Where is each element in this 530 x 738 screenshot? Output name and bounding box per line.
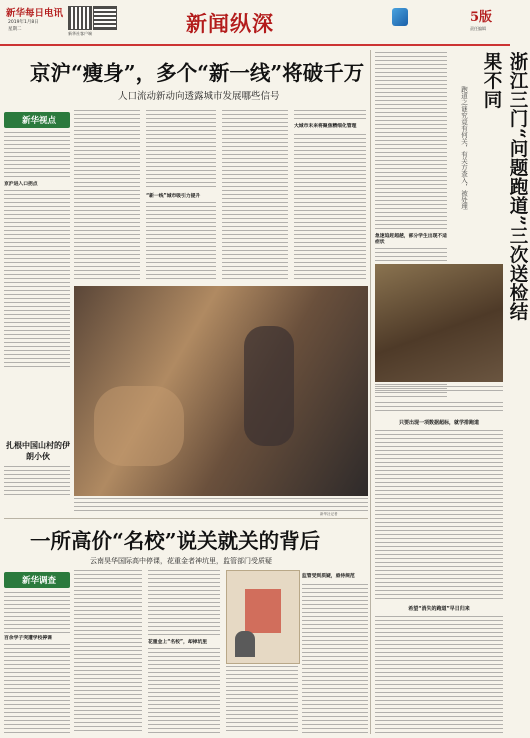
- column-divider: [370, 50, 371, 734]
- masthead-rule: [0, 44, 510, 46]
- sidebar-badge: [4, 112, 70, 128]
- story1-col-h: [294, 134, 366, 280]
- story1-col-b: [4, 190, 70, 370]
- story1-col-c: [74, 110, 140, 280]
- main-photo: [74, 286, 368, 496]
- story2-col-g: [302, 584, 368, 734]
- story2-subheadline: 云南昊华国际高中停课，花重金者神坑里，监管部门受质疑: [90, 557, 272, 565]
- story2-headline: 一所高价“名校”说关就关的背后: [30, 529, 321, 553]
- story2-col-f: [226, 666, 298, 734]
- issue-date: 2019年1月8日: [8, 20, 39, 25]
- section-separator: [4, 518, 368, 519]
- editor-line: 责任编辑: [470, 26, 486, 31]
- xinhua-logo-icon: [392, 8, 408, 26]
- paper-name: 新华每日电讯: [6, 8, 64, 19]
- story2-subhead-2: 花重金上“名校”，却掉坑里: [148, 640, 208, 645]
- qr-code-icon: [93, 6, 117, 30]
- illustration-figure: [235, 631, 255, 657]
- story3-subhead-1: 急速追赶超越，部分学生出现不适症状: [375, 234, 447, 245]
- story1-col-f: [222, 110, 288, 280]
- photo-caption: [74, 498, 368, 512]
- story1-col-g: [294, 110, 366, 122]
- story2-badge: [4, 572, 70, 588]
- story1-subhead-2: “新一线”城市吸引力提升: [146, 194, 201, 199]
- photo-figure: [244, 326, 294, 446]
- qr-code-icon: [68, 6, 92, 30]
- runway-photo: [375, 264, 503, 382]
- story3-body-col4: [375, 430, 503, 600]
- issue-weekday: 星期二: [8, 27, 22, 32]
- story2-subhead-1: 百余学子突遭学校停课: [4, 636, 52, 641]
- illustration: [226, 570, 300, 664]
- photo-credit: 新华社记者: [320, 512, 338, 516]
- story2-col-b: [4, 644, 70, 734]
- story1-subheadline: 人口流动新动向透露城市发展哪些信号: [118, 91, 280, 102]
- runway-caption: [375, 386, 503, 394]
- story3-body-col1: [375, 52, 447, 230]
- story2-col-c: [74, 570, 142, 734]
- story2-badge-label: 新华调查: [22, 576, 57, 586]
- vertical-subhead: 跑道之谜究竟有何关，有关方查入，被处理: [460, 86, 468, 210]
- story1-col-d: [146, 110, 216, 190]
- story3-bottom-subhead: 希望“消失的跑道”早日归来: [408, 606, 470, 612]
- story2-subhead-3: 监管受到质疑，亟待规范: [302, 574, 355, 579]
- story2-col-e: [148, 648, 220, 734]
- story2-col-a: [4, 592, 70, 634]
- story3-body-col5: [375, 616, 503, 734]
- story2-col-d: [148, 570, 220, 636]
- story3-body-col3: [375, 402, 503, 414]
- photo-figure: [94, 386, 184, 466]
- masthead: [0, 0, 510, 48]
- story1-subhead-3: 大城市未来将聚焦精细化管理: [294, 124, 357, 129]
- story3-subhead-2: 只要出现一项数据超标，就学排跑道: [398, 420, 479, 426]
- sidebar-badge-label: 新华视点: [22, 116, 57, 126]
- qr-label: 新华社客户端: [68, 31, 92, 36]
- story1-headline: 京沪“瘦身”，多个“新一线”将破千万: [30, 61, 365, 85]
- caption-left-text: [4, 466, 70, 496]
- vertical-headline: 浙江三门“问题跑道”三次送检结果不同: [481, 52, 528, 322]
- story1-col-e: [146, 202, 216, 280]
- section-title: 新闻纵深: [186, 11, 274, 36]
- story1-col-a: [4, 132, 70, 180]
- page-number: 5版: [470, 10, 493, 25]
- illustration-building: [245, 589, 281, 633]
- story1-subhead-1: 京沪进入口拐点: [4, 182, 38, 187]
- caption-title: 扎根中国山村的伊朗小伙: [6, 441, 70, 461]
